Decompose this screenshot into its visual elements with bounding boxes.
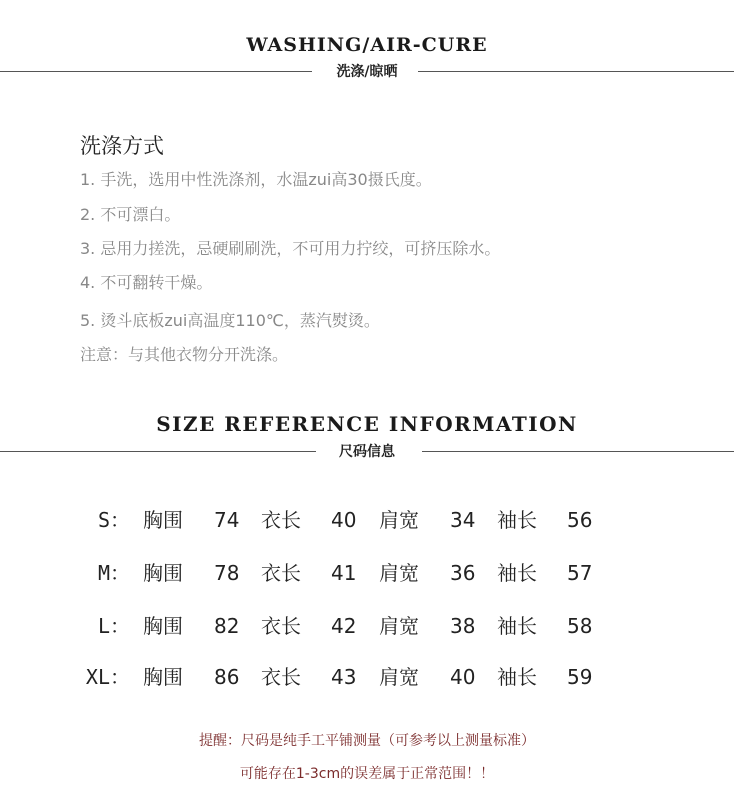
size-label: S： xyxy=(97,508,130,532)
size-header-subtitle-line xyxy=(0,442,734,462)
wash-header-title: WASHING/AIR-CURE xyxy=(246,34,488,56)
size-row-s xyxy=(0,505,734,535)
shoulder-header: 肩宽 xyxy=(379,561,419,585)
wash-note: 注意：与其他衣物分开洗涤。 xyxy=(80,345,289,364)
wash-item: 5. 烫斗底板zui高温度110℃，蒸汽熨烫。 xyxy=(80,311,380,330)
wash-item: 3. 忌用力搓洗，忌硬刷刷洗，不可用力拧绞，可挤压除水。 xyxy=(80,239,501,258)
wash-header-subtitle-line xyxy=(0,62,734,82)
sleeve-header: 袖长 xyxy=(497,561,537,585)
size-label: XL： xyxy=(85,665,130,689)
length-value: 41 xyxy=(331,561,357,585)
size-row-l xyxy=(0,611,734,641)
sleeve-value: 59 xyxy=(567,665,593,689)
shoulder-value: 36 xyxy=(450,561,476,585)
sleeve-value: 57 xyxy=(567,561,593,585)
wash-item: 1. 手洗，选用中性洗涤剂，水温zui高30摄氏度。 xyxy=(80,170,432,189)
shoulder-header: 肩宽 xyxy=(379,665,419,689)
wash-title: 洗涤方式 xyxy=(80,134,164,158)
shoulder-value: 34 xyxy=(450,508,476,532)
wash-item: 4. 不可翻转干燥。 xyxy=(80,273,213,292)
chest-header: 胸围 xyxy=(143,508,183,532)
length-header: 衣长 xyxy=(261,614,301,638)
size-header-title: SIZE REFERENCE INFORMATION xyxy=(156,412,578,436)
sleeve-value: 58 xyxy=(567,614,593,638)
size-label: L： xyxy=(97,614,130,638)
chest-value: 74 xyxy=(214,508,240,532)
chest-value: 82 xyxy=(214,614,240,638)
length-value: 42 xyxy=(331,614,357,638)
length-value: 40 xyxy=(331,508,357,532)
chest-value: 78 xyxy=(214,561,240,585)
shoulder-header: 肩宽 xyxy=(379,508,419,532)
size-row-xl xyxy=(0,662,734,692)
wash-item: 2. 不可漂白。 xyxy=(80,205,181,224)
wash-header-cn: 洗涤/晾晒 xyxy=(336,64,398,80)
sleeve-header: 袖长 xyxy=(497,614,537,638)
shoulder-value: 40 xyxy=(450,665,476,689)
size-label: M： xyxy=(97,561,130,585)
chest-header: 胸围 xyxy=(143,561,183,585)
shoulder-header: 肩宽 xyxy=(379,614,419,638)
measurement-note: 提醒：尺码是纯手工平铺测量（可参考以上测量标准） xyxy=(199,733,535,749)
size-header-cn: 尺码信息 xyxy=(339,444,395,460)
sleeve-value: 56 xyxy=(567,508,593,532)
length-value: 43 xyxy=(331,665,357,689)
length-header: 衣长 xyxy=(261,508,301,532)
shoulder-value: 38 xyxy=(450,614,476,638)
tolerance-note: 可能存在1-3cm的误差属于正常范围！！ xyxy=(239,766,495,782)
length-header: 衣长 xyxy=(261,665,301,689)
size-row-m xyxy=(0,558,734,588)
chest-header: 胸围 xyxy=(143,665,183,689)
sleeve-header: 袖长 xyxy=(497,508,537,532)
chest-value: 86 xyxy=(214,665,240,689)
length-header: 衣长 xyxy=(261,561,301,585)
sleeve-header: 袖长 xyxy=(497,665,537,689)
chest-header: 胸围 xyxy=(143,614,183,638)
